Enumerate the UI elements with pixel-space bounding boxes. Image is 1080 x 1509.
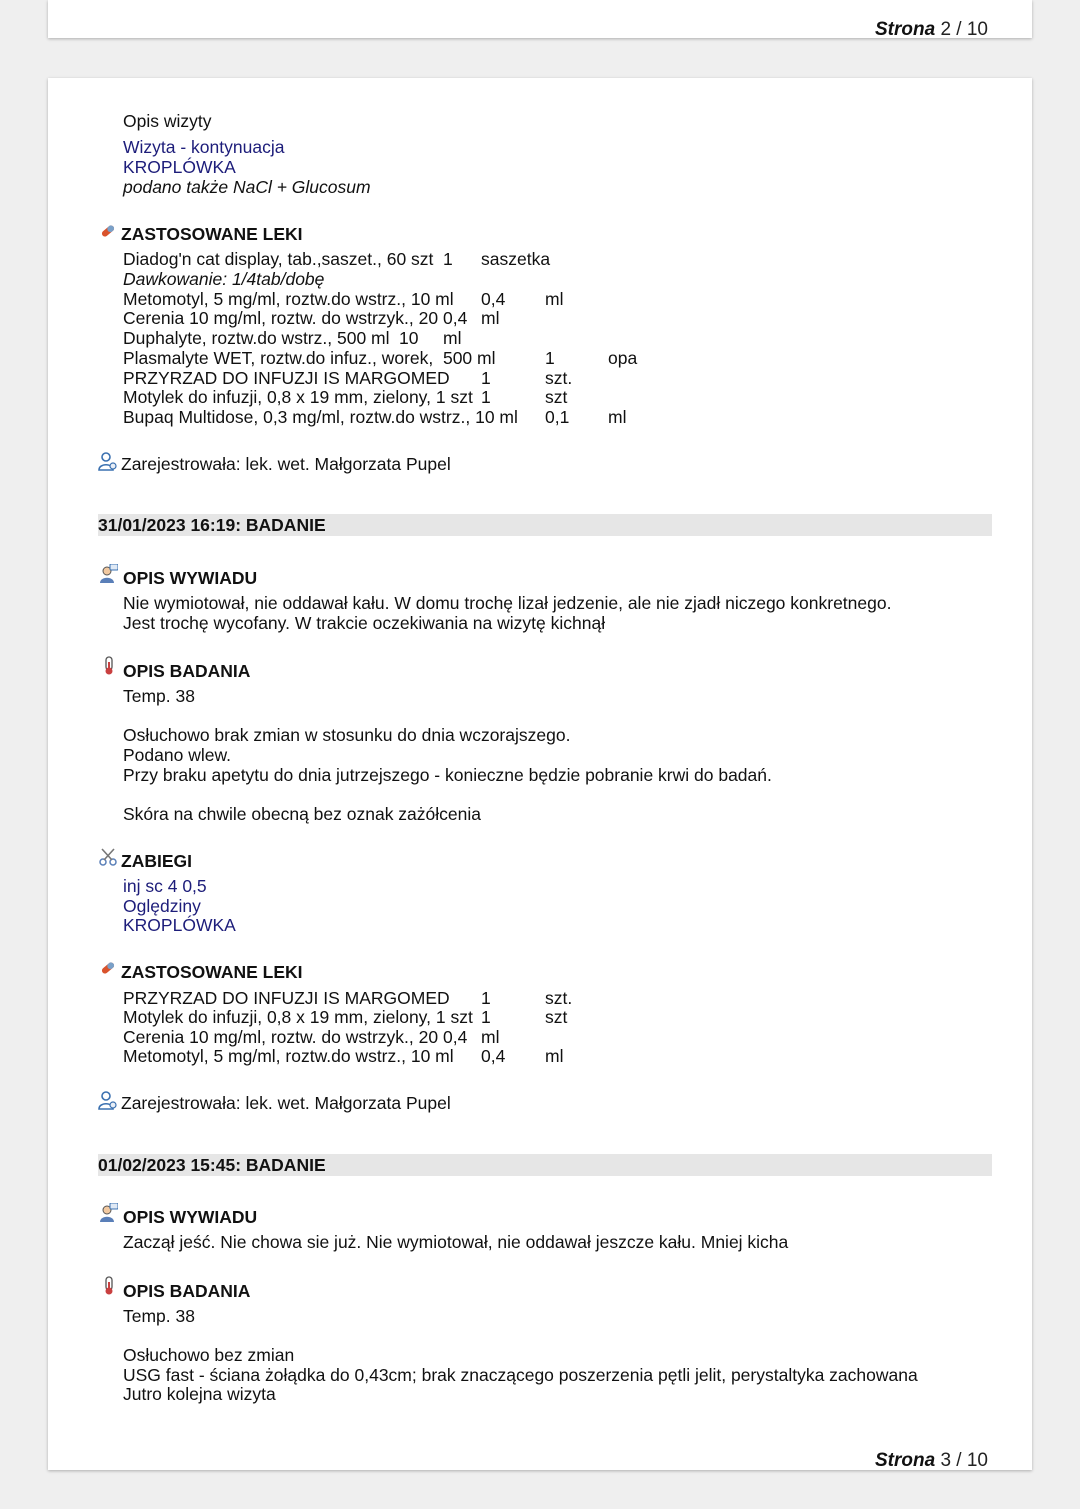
- interview-icon: [98, 564, 118, 584]
- section-title-drugs: ZASTOSOWANE LEKI: [121, 962, 303, 982]
- section-title-history: OPIS WYWIADU: [123, 568, 258, 588]
- section-title-history: OPIS WYWIADU: [123, 1207, 258, 1227]
- section-title-exam: OPIS BADANIA: [123, 661, 251, 681]
- visit-description-line: KROPLÓWKA: [123, 157, 236, 177]
- thermometer-icon: [102, 656, 116, 676]
- user-icon: [98, 451, 118, 471]
- visit-description-note: podano także NaCl + Glucosum: [123, 177, 371, 197]
- section-title-procedures: ZABIEGI: [121, 851, 192, 871]
- scissors-icon: [98, 847, 118, 867]
- procedure-item: Oględziny: [123, 896, 201, 916]
- section-title-drugs: ZASTOSOWANE LEKI: [121, 224, 303, 244]
- section-title-exam: OPIS BADANIA: [123, 1281, 251, 1301]
- registered-by: Zarejestrowała: lek. wet. Małgorzata Pupel: [121, 454, 451, 474]
- procedure-item: KROPLÓWKA: [123, 915, 236, 935]
- exam-text: Skóra na chwile obecną bez oznak zażółcenia: [123, 804, 481, 824]
- visit-description-label: Opis wizyty: [123, 111, 212, 131]
- visit-date-header: 31/01/2023 16:19: BADANIE: [98, 514, 992, 536]
- procedure-item: inj sc 4 0,5: [123, 876, 207, 896]
- interview-icon: [98, 1203, 118, 1223]
- exam-temperature: Temp. 38: [123, 686, 195, 706]
- exam-text: Osłuchowo brak zmian w stosunku do dnia wczorajszego.: [123, 725, 571, 745]
- previous-page: [48, 0, 1032, 38]
- exam-temperature: Temp. 38: [123, 1306, 195, 1326]
- exam-text: Przy braku apetytu do dnia jutrzejszego - konieczne będzie pobranie krwi do badań.: [123, 765, 772, 785]
- exam-text: Podano wlew.: [123, 745, 231, 765]
- page-number: Strona 3 / 10: [874, 1450, 988, 1471]
- exam-text: Jutro kolejna wizyta: [123, 1384, 276, 1404]
- exam-text: Osłuchowo bez zmian: [123, 1345, 295, 1365]
- dosage-note: Dawkowanie: 1/4tab/dobę: [123, 269, 325, 289]
- history-text: Zaczął jeść. Nie chowa sie już. Nie wymiotował, nie oddawał jeszcze kału. Mniej kicha: [123, 1232, 789, 1252]
- visit-date-header: 01/02/2023 15:45: BADANIE: [98, 1154, 992, 1176]
- visit-description-line: Wizyta - kontynuacja: [123, 137, 285, 157]
- exam-text: USG fast - ściana żołądka do 0,43cm; brak znaczącego poszerzenia pętli jelit, perystaltyka zachowana: [123, 1365, 918, 1385]
- medicine-icon: [98, 221, 118, 241]
- history-text: Jest trochę wycofany. W trakcie oczekiwania na wizytę kichnął: [123, 613, 606, 633]
- medicine-icon: [98, 958, 118, 978]
- user-icon: [98, 1090, 118, 1110]
- thermometer-icon: [102, 1276, 116, 1296]
- history-text: Nie wymiotował, nie oddawał kału. W domu trochę lizał jedzenie, ale nie zjadł niczego konkretnego.: [123, 593, 892, 613]
- page-number: Strona 2 / 10: [874, 19, 988, 40]
- document-page: Opis wizyty Wizyta - kontynuacja KROPLÓWKA podano także NaCl + Glucosum ZASTOSOWANE LEKI Diadog'n cat display, tab.,saszet., 60 szt 1 saszetka Dawkowanie: 1/4tab/dobę Metomotyl, 5 mg/ml, roztw.do wstrz., 10 ml 0,4 ml Cerenia 10 mg/ml, roztw. do wstrzyk., 20 0,4 ml Duphalyte, roztw.do wstrz., 500 ml 10 ml Plasmalyte WET, roztw.do infuz., worek, 500 ml 1 opa PRZYRZAD DO INFUZJI IS MARGOMED 1 szt. Motylek do infuzji, 0,8 x 19 mm, zielony, 1 szt 1 szt Bupaq Multidose, 0,3 mg/ml, roztw.do wstrz., 10 ml 0,1 ml Zarejestrowała: lek. wet. Małgorzata Pupel 31/01/2023 16:19: BADANIE OPIS WYWIADU Nie wymiotował, nie oddawał kału. W domu trochę lizał jedzenie, ale nie zjadł niczego konkretnego. Jest trochę wycofany. W trakcie oczekiwania na wizytę kichnął OPIS BADANIA Temp. 38 Osłuchowo brak zmian w stosunku do dnia wczorajszego. Podano wlew. Przy braku apetytu do dnia jutrzejszego - konieczne będzie pobranie krwi do badań. Skóra na chwile obecną bez oznak zażółcenia ZABIEGI inj sc 4 0,5 Oględziny KROPLÓWKA ZASTOSOWANE LEKI PRZYRZAD DO INFUZJI IS MARGOMED 1 szt. Motylek do infuzji, 0,8 x 19 mm, zielony, 1 szt 1 szt Cerenia 10 mg/ml, roztw. do wstrzyk., 20 0,4 ml Metomotyl, 5 mg/ml, roztw.do wstrz., 10 ml 0,4 ml Zarejestrowała: lek. wet. Małgorzata Pupel 01/02/2023 15:45: BADANIE OPIS WYWIADU Zaczął jeść. Nie chowa sie już. Nie wymiotował, nie oddawał jeszcze kału. Mniej kicha OPIS BADANIA Temp. 38 Osłuchowo bez zmian USG fast - ściana żołądka do 0,43cm; brak znaczącego poszerzenia pętli jelit, perystaltyka zachowana Jutro kolejna wizyta Strona 3 / 10: [48, 78, 1032, 1470]
- registered-by: Zarejestrowała: lek. wet. Małgorzata Pupel: [121, 1093, 451, 1113]
